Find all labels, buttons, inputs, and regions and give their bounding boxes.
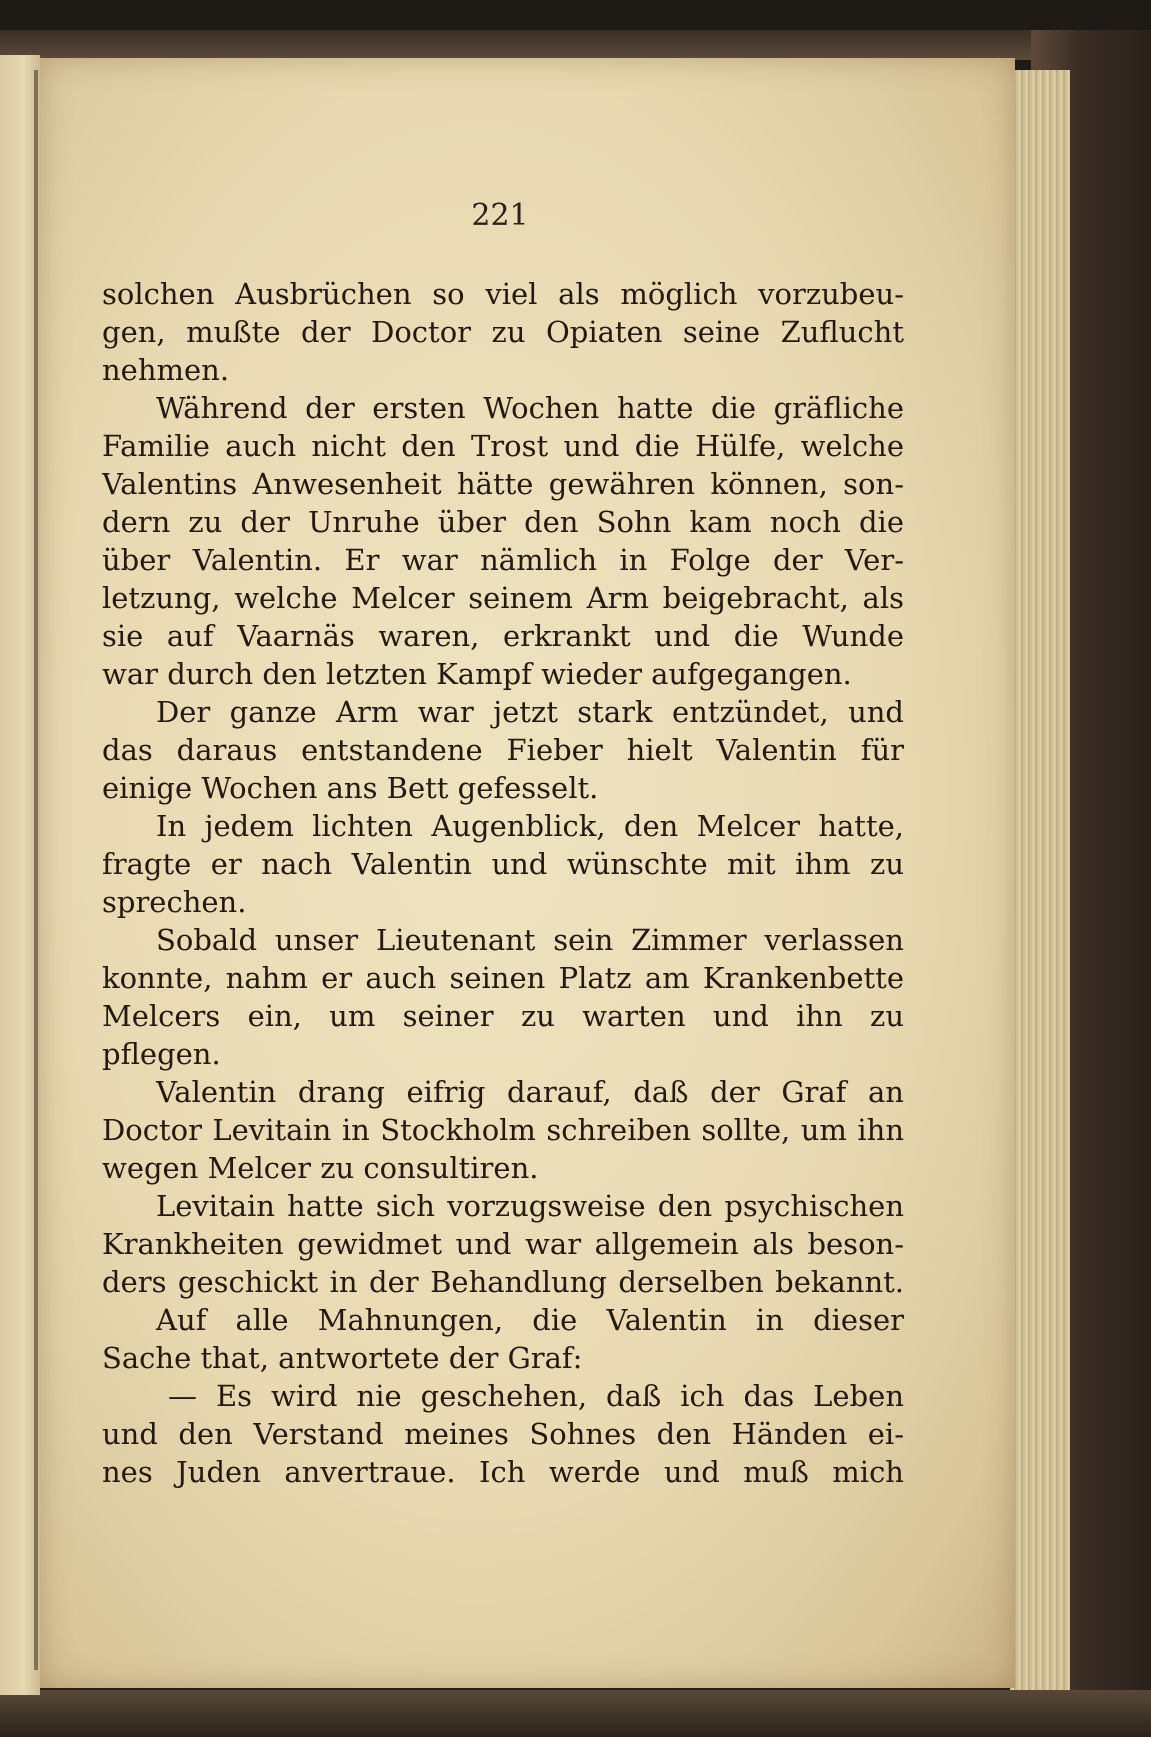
stacked-page-edges [1010,70,1070,1690]
text-line: nehmen. [102,353,230,387]
text-line: Melcers ein, um seiner zu warten und ihn zu [102,999,904,1033]
text-line: war durch den letzten Kampf wieder aufgegangen. [102,657,852,691]
text-line: sprechen. [102,885,247,919]
text-line: wegen Melcer zu consultiren. [102,1151,539,1185]
book-cover-bottom [0,1690,1151,1737]
text-line: einige Wochen ans Bett gefesselt. [102,771,599,805]
text-line: Sache that, antwortete der Graf: [102,1341,583,1375]
text-line: Sobald unser Lieutenant sein Zimmer verlassen [156,923,904,957]
text-line: Doctor Levitain in Stockholm schreiben sollte, um ihn [102,1113,904,1147]
book-cover-top [0,30,1151,60]
text-line: solchen Ausbrüchen so viel als möglich vorzubeu- [102,277,904,311]
text-line: fragte er nach Valentin und wünschte mit ihm zu [102,847,904,881]
text-line: Der ganze Arm war jetzt stark entzündet, und [156,695,904,729]
text-line: Während der ersten Wochen hatte die gräfliche [156,391,904,425]
text-line: konnte, nahm er auch seinen Platz am Krankenbette [102,961,904,995]
text-line: pflegen. [102,1037,221,1071]
text-line: gen, mußte der Doctor zu Opiaten seine Zuflucht [102,315,904,349]
text-line: letzung, welche Melcer seinem Arm beigebracht, als [102,581,904,615]
text-line: Familie auch nicht den Trost und die Hülfe, welche [102,429,904,463]
text-line: Auf alle Mahnungen, die Valentin in dieser [156,1303,904,1337]
text-line: nes Juden anvertraue. Ich werde und muß mich [102,1455,904,1489]
text-line: Valentin drang eifrig darauf, daß der Graf an [156,1075,904,1109]
text-line: dern zu der Unruhe über den Sohn kam noch die [102,505,904,539]
book-page [40,58,1015,1688]
text-line: das daraus entstandene Fieber hielt Valentin für [102,733,904,767]
text-line: und den Verstand meines Sohnes den Händen ei- [102,1417,904,1451]
text-line: ders geschickt in der Behandlung derselben bekannt. [102,1265,904,1299]
text-line: Valentins Anwesenheit hätte gewähren können, son- [102,467,904,501]
text-line: über Valentin. Er war nämlich in Folge der Ver- [102,543,904,577]
text-line: sie auf Vaarnäs waren, erkrankt und die Wunde [102,619,904,653]
page-number: 221 [471,198,529,233]
text-line: Krankheiten gewidmet und war allgemein als beson- [102,1227,904,1261]
text-line: In jedem lichten Augenblick, den Melcer hatte, [156,809,904,843]
body-text [102,275,904,1491]
text-line: Levitain hatte sich vorzugsweise den psychischen [156,1189,904,1223]
text-line: — Es wird nie geschehen, daß ich das Leben [168,1379,904,1413]
gutter-shadow [34,70,38,1670]
